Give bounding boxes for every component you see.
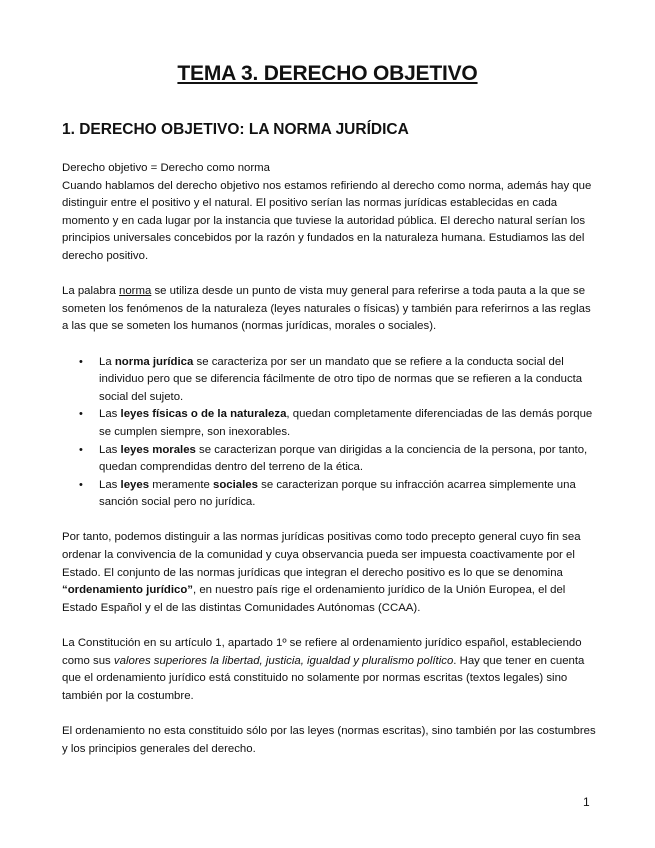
constitucion-text-before: La Constitución en su artículo 1, apartado 1º se refiere al ordenamiento jurídico español, estableciendo como sus [62,637,582,667]
ordenamiento-text-before: Por tanto, podemos distinguir a las normas jurídicas positivas como todo precepto general cuyo fin sea ordenar la convivencia de la comunidad y cuya observancia pueda ser impuesta coactivamente por el Estado. El conjunto de las normas jurídicas que integran el derecho positivo es lo que se denomina [62,531,581,579]
bullet-icon: • [79,443,83,456]
page-number: 1 [583,795,590,809]
section-title: 1. DERECHO OBJETIVO: LA NORMA JURÍDICA [62,121,409,138]
bullet-icon: • [79,408,83,421]
list-item-bold-term: norma jurídica [114,355,194,368]
list-item-text-before: Las [99,408,121,421]
list-item-text-after: se caracterizan porque su infracción acarrea simplemente una sanción social pero no jurídica. [99,478,576,509]
list-item-text-after: , quedan completamente diferenciadas de las demás porque se cumplen siempre, son inexorables. [99,408,593,438]
list-item-text-middle: meramente [149,478,213,491]
list-item-bold-term: leyes [120,478,150,491]
definition-line: Derecho objetivo = Derecho como norma [62,162,270,174]
bullet-icon: • [79,355,83,368]
list-item-norma-juridica [79,354,600,407]
document-title: TEMA 3. DERECHO OBJETIVO [177,62,478,85]
list-item-bold-term: leyes morales [120,443,196,456]
constitucion-text-after: . Hay que tener en cuenta que el ordenamiento jurídico está constituido no solamente por normas escritas (textos legales) sino también por la costumbre. [62,654,585,702]
list-item-text-before: Las [99,443,121,456]
list-item-text-before: Las [99,478,121,491]
list-item-bold-term-2: sociales [213,478,258,491]
document-body [62,160,600,776]
intro-paragraph: Cuando hablamos del derecho objetivo nos estamos refiriendo al derecho como norma, además hay que distinguir entre el positivo y el natural. El positivo serían las normas jurídicas establecidas en cada momento y en cada lugar por la instancia que tuviese la autoridad pública. El derecho natural serían los principios universales concebidos por la razón y fundados en la naturaleza humana. Estudiamos las del derecho positivo. [62,179,592,262]
ordenamiento-text-after: , en nuestro país rige el ordenamiento jurídico de la Unión Europea, el del Estado Español y el de las distintas Comunidades Autónomas (CCAA). [62,584,566,614]
norm-types-list [62,354,600,512]
norma-text-before: La palabra [62,285,119,298]
bullet-icon: • [79,478,83,491]
constitucion-italic-values: valores superiores la libertad, justicia, igualdad y pluralismo político [113,654,454,667]
constitucion-paragraph [62,635,600,705]
list-item-text-after: se caracterizan porque van dirigidas a la conciencia de la persona, por tanto, quedan comprendidas dentro del terreno de la ética. [99,443,588,474]
ordenamiento-paragraph [62,529,600,617]
list-item-bold-term: leyes físicas o de la naturaleza [120,408,287,421]
list-item-text-after: se caracteriza por ser un mandato que se refiere a la conducta social del individuo pero que se diferencia fácilmente de otro tipo de normas que se refieren a la conducta social del sujeto. [99,355,583,403]
norma-paragraph [62,283,600,336]
list-item-leyes-fisicas [79,406,600,441]
norma-text-after: se utiliza desde un punto de vista muy general para referirse a toda pauta a la que se someten los fenómenos de la naturaleza (leyes naturales o físicas) y también para referirnos a las reglas a las que se someten los humanos (normas jurídicas, morales o sociales). [62,285,591,333]
list-item-text-before: La [99,355,115,368]
list-item-leyes-sociales [79,477,600,512]
norma-underlined-word: norma [119,285,152,298]
ordenamiento-bold-term: “ordenamiento jurídico” [62,584,194,597]
list-item-leyes-morales [79,442,600,477]
closing-paragraph: El ordenamiento no esta constituido sólo por las leyes (normas escritas), sino también por las costumbres y los principios generales del derecho. [62,725,596,755]
